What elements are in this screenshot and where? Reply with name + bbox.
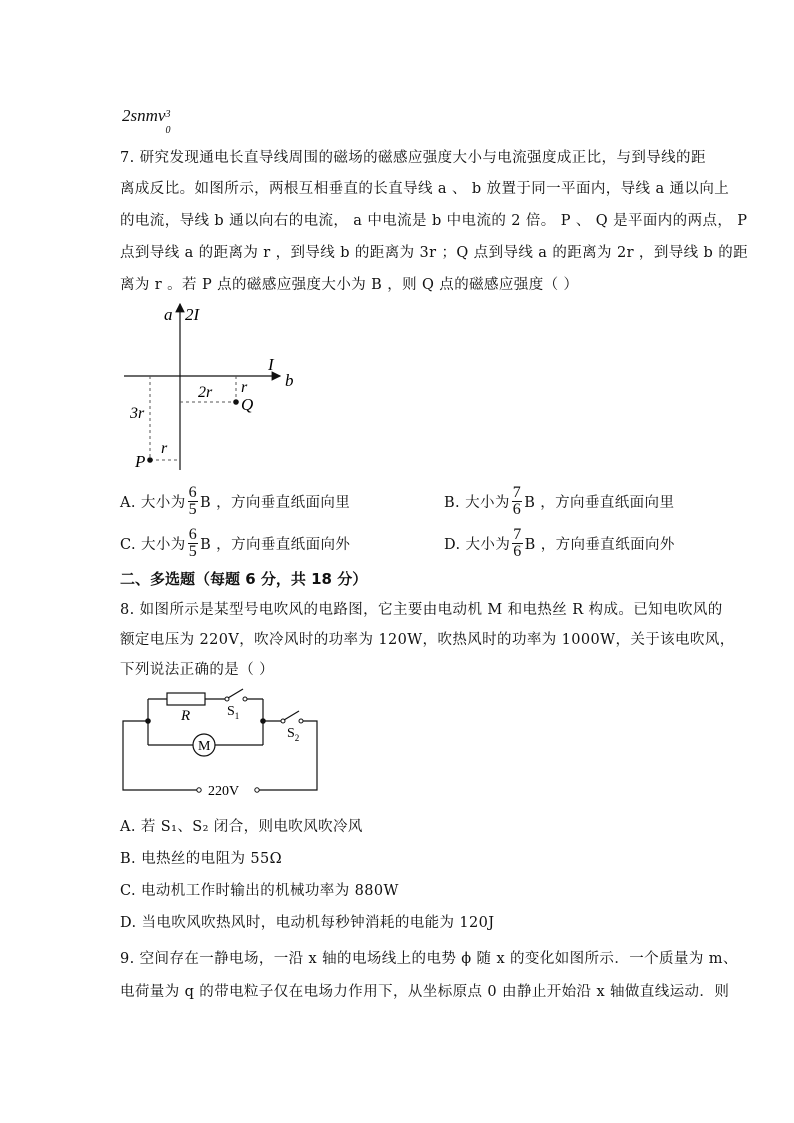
resistor-r [167, 693, 205, 705]
label-a: a [164, 305, 173, 324]
formula-base: 2snmv [122, 106, 166, 125]
terminal-left [197, 788, 201, 792]
q8-option-d[interactable]: D. 当电吹风吹热风时，电动机每秒钟消耗的电能为 120J [120, 915, 495, 931]
q7-line-5: 离为 r 。若 P 点的磁感应强度大小为 B ，则 Q 点的磁感应强度（ ） [120, 277, 579, 293]
formula-2snmv0-cubed [122, 106, 173, 136]
outer-wire-left [123, 721, 197, 790]
q7-option-c[interactable]: C. 大小为 $\frac{6}{5}$ B ，方向垂直纸面向外 [120, 526, 351, 560]
point-q [233, 399, 239, 405]
q7-line-4: 点到导线 a 的距离为 r ，到导线 b 的距离为 3r ；Q 点到导线 a 的距离为 2r ，到导线 b 的距 [120, 245, 749, 261]
s2-contact-right [299, 719, 303, 723]
q8-line-3: 下列说法正确的是（ ） [120, 662, 275, 678]
q7-wire-diagram [110, 300, 310, 475]
q7-line-2: 离成反比。如图所示，两根互相垂直的长直导线 a 、 b 放置于同一平面内，导线 a 通以向上 [120, 181, 730, 197]
q8-option-b[interactable]: B. 电热丝的电阻为 55Ω [120, 851, 283, 867]
label-I: I [268, 355, 274, 374]
label-r-p: r [161, 440, 168, 457]
label-P: P [135, 452, 146, 471]
label-220V: 220V [208, 784, 240, 799]
junction-right [260, 718, 266, 724]
q7-line-1: 7. 研究发现通电长直导线周围的磁场的磁感应强度大小与电流强度成正比，与到导线的距 [120, 150, 706, 166]
label-S1: $S_1$ [227, 704, 240, 721]
terminal-right [255, 788, 259, 792]
s1-blade[interactable] [228, 689, 243, 698]
label-3r: 3r [130, 405, 145, 422]
label-R: R [181, 708, 191, 724]
q7-option-b[interactable]: B. 大小为 $\frac{7}{6}$ B ，方向垂直纸面向里 [444, 484, 675, 518]
junction-left [145, 718, 151, 724]
point-p [147, 457, 153, 463]
label-Q: Q [241, 395, 254, 414]
s2-blade[interactable] [284, 711, 299, 720]
q8-line-1: 8. 如图所示是某型号电吹风的电路图，它主要由电动机 M 和电热丝 R 构成。已知电吹风的 [120, 602, 723, 618]
label-2r: 2r [198, 384, 213, 401]
label-S2: $S_2$ [287, 726, 300, 743]
label-M: M [198, 739, 211, 754]
label-2I: 2I [185, 305, 200, 324]
s1-contact-right [243, 697, 247, 701]
label-r-q: r [241, 379, 248, 396]
q8-option-a[interactable]: A. 若 S₁、S₂ 闭合，则电吹风吹冷风 [120, 819, 363, 835]
q7-line-3: 的电流，导线 b 通以向右的电流， a 中电流是 b 中电流的 2 倍。 P 、 Q 是平面内的两点， P [120, 213, 748, 229]
q7-option-d[interactable]: D. 大小为 $\frac{7}{6}$ B ，方向垂直纸面向外 [444, 526, 675, 560]
q9-line-1: 9. 空间存在一静电场，一沿 x 轴的电场线上的电势 ϕ 随 x 的变化如图所示．一个质量为 m、 [120, 951, 738, 967]
q7-option-a[interactable]: A. 大小为 $\frac{6}{5}$ B ，方向垂直纸面向里 [120, 484, 351, 518]
label-b: b [285, 371, 294, 390]
section-2-heading: 二、多选题（每题 6 分，共 18 分） [120, 570, 368, 588]
q9-line-2: 电荷量为 q 的带电粒子仅在电场力作用下，从坐标原点 0 由静止开始沿 x 轴做直线运动．则 [120, 984, 730, 1000]
q8-circuit-diagram [115, 685, 330, 805]
formula-sub: 0 [165, 125, 171, 136]
q8-line-2: 额定电压为 220V，吹冷风时的功率为 120W，吹热风时的功率为 1000W，关于该电吹风， [120, 632, 735, 648]
formula-sup: 3 [165, 109, 171, 120]
q8-option-c[interactable]: C. 电动机工作时输出的机械功率为 880W [120, 883, 399, 899]
